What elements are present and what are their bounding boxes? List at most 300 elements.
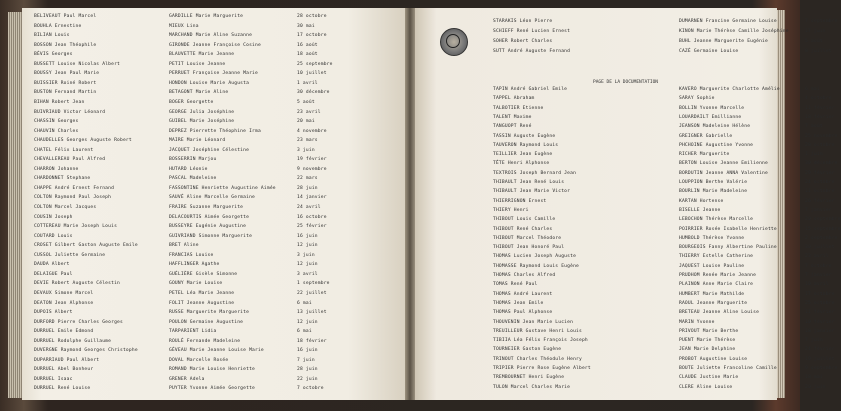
mother-name: MIEUX Lina xyxy=(169,23,199,29)
mother-name: THIERRY Estelle Catherine xyxy=(679,254,754,260)
mother-name: RUSSE Marguerite Marguerite xyxy=(169,310,250,316)
person-name: TOURNEIER Gaston Eugène xyxy=(493,347,562,353)
person-name: THIBAULT Jean René Louis xyxy=(493,180,565,185)
mother-name: BOLLIN Yvonne Marcelle xyxy=(679,105,745,111)
person-name: TULON Marcel Charles Marie xyxy=(493,384,571,390)
register-row xyxy=(493,336,823,345)
mother-name: PASCAL Madeleine xyxy=(169,176,217,182)
person-name: CHATEL Félix Laurent xyxy=(34,147,94,153)
mother-name: BORDUTIN Jeanne ANNA Valentine xyxy=(679,170,768,176)
mother-name: BRETEAU Jeanne Aline Louise xyxy=(679,310,760,316)
birth-date: 9 septembre xyxy=(805,366,838,371)
birth-date: 24 février xyxy=(805,347,835,353)
person-name: STARAKIS Léon Pierre xyxy=(493,19,553,24)
register-row xyxy=(493,234,838,243)
right-page xyxy=(415,8,841,400)
person-name: TRINOUT Charles Théodule Henry xyxy=(493,356,582,362)
person-name: CHARDONNET Stephane xyxy=(34,176,91,182)
birth-date: 7 août xyxy=(805,124,823,130)
person-name: THIERY Henri xyxy=(493,207,529,213)
register-row xyxy=(493,37,823,46)
birth-date: 23 mars xyxy=(297,138,318,144)
register-row xyxy=(34,60,404,69)
mother-name: HAFFLINGER Agathe xyxy=(169,262,220,268)
register-row xyxy=(34,127,404,136)
person-name: THOMAS Paul Alphonse xyxy=(493,310,553,316)
birth-date: 22 juin xyxy=(297,376,318,382)
birth-date: 15 septembre xyxy=(805,226,841,232)
register-row xyxy=(34,79,404,88)
register-row xyxy=(493,159,838,168)
birth-date: 20 mai xyxy=(297,119,315,125)
person-name: COUSIN Joseph xyxy=(34,214,73,220)
register-row xyxy=(34,318,404,327)
register-row xyxy=(493,85,820,94)
register-row xyxy=(493,169,835,178)
register-row xyxy=(493,280,829,289)
birth-date: 30 juillet xyxy=(805,245,835,251)
person-name: DAUDA Albert xyxy=(34,262,70,268)
birth-date: 10 avril xyxy=(805,282,829,288)
register-row xyxy=(493,215,841,224)
mother-name: MARCHAND Marie Aline Suzanne xyxy=(169,33,253,39)
person-name: THOMAS Jean Emile xyxy=(493,300,544,306)
register-row xyxy=(493,94,832,103)
mother-name: BRET Aline xyxy=(169,243,199,249)
birth-date: 16 juin xyxy=(297,233,318,239)
register-row xyxy=(493,122,823,131)
birth-date: 11 octobre xyxy=(805,189,835,195)
birth-date: 19 juillet xyxy=(805,356,835,362)
birth-date: 16 juin xyxy=(297,348,318,354)
person-name: BUISSIER Roiné Robert xyxy=(34,80,97,86)
register-row xyxy=(34,31,404,40)
mother-name: DOVAL Marcelle Rosée xyxy=(169,357,229,363)
birth-date: 17 juin xyxy=(805,29,826,34)
register-row xyxy=(34,337,404,346)
person-name: BUSSETT Louise Nicolas Albert xyxy=(34,61,121,67)
person-name: THOMAS Lucien Joseph Auguste xyxy=(493,254,577,260)
register-row xyxy=(34,69,404,78)
mother-name: GRENER Adela xyxy=(169,376,205,382)
person-name: TALBOTIER Etienne xyxy=(493,105,544,111)
register-row xyxy=(34,203,404,212)
person-name: TALENT Maxime xyxy=(493,114,532,120)
mother-name: HUMBOLD Thérèse Yvonne xyxy=(679,235,745,241)
birth-date: 26 février xyxy=(805,198,835,204)
mother-name: PRUDHOM Renée Marie Jeanne xyxy=(679,273,757,278)
person-name: TAPIN André Gabriel Emile xyxy=(493,87,568,92)
mother-name: DELACOURTIS Aimée Georgette xyxy=(169,214,250,220)
birth-date: 25 septembre xyxy=(297,61,333,67)
person-name: CUSSOL Juliette Germaine xyxy=(34,252,106,258)
register-row xyxy=(493,364,838,373)
person-name: SOHER Robert Charles xyxy=(493,39,553,44)
register-row xyxy=(34,299,404,308)
register-row xyxy=(493,271,832,280)
register-row xyxy=(493,150,823,159)
person-name: TOMAS René Paul xyxy=(493,282,538,288)
mother-name: MARIN Yvonne xyxy=(679,319,715,325)
birth-date: 28 juin xyxy=(297,185,318,191)
birth-date: 23 avril xyxy=(805,254,829,260)
birth-date: 28 juin xyxy=(297,367,318,373)
register-row xyxy=(34,279,404,288)
birth-date: 7 octobre xyxy=(297,386,324,392)
birth-date: 11 février xyxy=(805,310,835,316)
mother-name: BUSSEYRE Eugénie Augustine xyxy=(169,224,247,230)
birth-date: 30 décembre xyxy=(297,90,330,96)
register-row xyxy=(34,12,404,21)
register-row xyxy=(34,155,404,164)
person-name: THIBOUT Jean Honoré Paul xyxy=(493,245,565,251)
mother-name: BOURLIN Marie Madeleine xyxy=(679,189,748,195)
register-row xyxy=(34,384,404,393)
mother-name: GEORGE Julia Joséphine xyxy=(169,109,235,115)
register-row xyxy=(34,193,404,202)
birth-date: 18 mai xyxy=(805,375,823,381)
person-name: DURRUEL Emile Edmond xyxy=(34,329,94,335)
mother-name: BUHL Jeanne Marguerite Eugénie xyxy=(679,39,768,44)
birth-date: 5 août xyxy=(805,39,823,44)
person-name: COLTON Raymond Paul Joseph xyxy=(34,195,112,201)
person-name: THIBOUT Marcel Théodore xyxy=(493,235,562,241)
birth-date: 16 août xyxy=(297,42,318,48)
register-row xyxy=(34,365,404,374)
birth-date: 6 mai xyxy=(297,329,312,335)
register-row xyxy=(34,88,404,97)
mother-name: LEBOCHON Thérèse Marcelle xyxy=(679,217,754,223)
register-row xyxy=(34,136,404,145)
person-name: TREMBOURNET Henri Eugène xyxy=(493,375,565,381)
register-row xyxy=(493,113,835,122)
birth-date: 29 février xyxy=(805,170,835,176)
birth-date: 7 juin xyxy=(805,338,823,344)
birth-date: 11 février xyxy=(805,105,835,111)
register-row xyxy=(493,243,835,252)
person-name: BUSTON Fernand Martin xyxy=(34,90,97,96)
birth-date: 12 juin xyxy=(297,262,318,268)
person-name: THOMASSE Raymond Louis Eugène xyxy=(493,263,580,269)
birth-date: 8 juillet xyxy=(805,49,832,54)
birth-date: 2 septembre xyxy=(805,235,838,241)
birth-date: 30 décembre xyxy=(805,161,838,167)
register-row xyxy=(34,289,404,298)
left-page-edges xyxy=(8,12,22,398)
register-row xyxy=(493,355,835,364)
mother-name: HUTARD Léonie xyxy=(169,166,208,172)
birth-date: 18 février xyxy=(297,338,327,344)
register-row xyxy=(493,383,826,392)
person-name: BOSSON Jean Théophile xyxy=(34,42,97,48)
mother-name: SARAY Sophie xyxy=(679,96,715,102)
person-name: THOUVENIN Jean Marie Lucien xyxy=(493,319,574,325)
register-row xyxy=(34,50,404,59)
mother-name: GUIBEL Marie Joséphine xyxy=(169,119,235,125)
mother-name: FRANCIAS Louise xyxy=(169,252,214,258)
mother-name: PHCHOINE Augustine Yvonne xyxy=(679,142,754,148)
person-name: THIBOUT René Charles xyxy=(493,226,553,232)
birth-date: 7 janvier xyxy=(805,207,832,213)
birth-date: 16 octobre xyxy=(297,214,327,220)
person-name: DEVAUX Simone Marcel xyxy=(34,290,94,296)
birth-date: 3 juin xyxy=(297,147,315,153)
register-row xyxy=(34,41,404,50)
person-name: CHARRON Johanne xyxy=(34,166,79,172)
register-row xyxy=(493,299,835,308)
right-page-edges xyxy=(777,10,785,398)
register-row xyxy=(34,241,404,250)
birth-date: 14 janvier xyxy=(297,195,327,201)
birth-date: 28 octobre xyxy=(297,14,327,19)
register-row xyxy=(493,262,832,271)
person-name: BOUHLA Ernestine xyxy=(34,23,82,29)
birth-date: 25 novembre xyxy=(805,133,838,139)
birth-date: 17 octobre xyxy=(297,33,327,39)
birth-date: 24 avril xyxy=(297,205,321,210)
birth-date: 28 octobre xyxy=(805,142,835,148)
mother-name: BLAUVETTE Marie Jeanne xyxy=(169,52,235,58)
mother-name: CAZÉ Germaine Louise xyxy=(679,49,739,54)
register-row xyxy=(34,213,404,222)
mother-name: LOUARDAILT Emillianne xyxy=(679,114,742,120)
birth-date: 30 mai xyxy=(297,23,315,29)
person-name: DELAIGUE Paul xyxy=(34,271,73,277)
birth-date: 6 mai xyxy=(805,87,820,92)
page-stamp: PAGE DE LA DOCUMENTATION xyxy=(593,80,659,85)
register-row xyxy=(34,327,404,336)
person-name: TIBIIA Léa Félix François Joseph xyxy=(493,338,588,344)
birth-date: 13 juillet xyxy=(297,310,327,316)
mother-name: POULON Germaine Augustine xyxy=(169,319,244,325)
birth-date: 7 janvier xyxy=(805,273,832,278)
person-name: BELIVEAUT Paul Marcel xyxy=(34,14,97,19)
mother-name: JEAN Marie Delphine xyxy=(679,347,736,353)
person-name: THOMAS André Laurent xyxy=(493,291,553,297)
register-row xyxy=(493,225,841,234)
mother-name: GIRONDE Jeanne Françoise Cosine xyxy=(169,42,261,48)
person-name: THIERRIGNON Ernest xyxy=(493,198,547,204)
person-name: TEXTROIS Joseph Bernard Jean xyxy=(493,170,577,176)
person-name: COUTARD Louis xyxy=(34,233,73,239)
person-name: COLTON Marcel Jacques xyxy=(34,205,97,210)
person-name: DURFORD Pierre Charles Georges xyxy=(34,319,123,325)
register-row xyxy=(34,260,404,269)
mother-name: PUENT Marie Thérèse xyxy=(679,338,736,344)
person-name: CHEVALLEREAU Paul Alfred xyxy=(34,157,106,163)
mother-name: GARDILLE Marie Marguerite xyxy=(169,14,244,19)
mother-name: PUYTER Yvonne Aimée Georgette xyxy=(169,386,256,392)
mother-name: RICHER Marguerite xyxy=(679,152,730,158)
mother-name: BERTON Louise Jeanne Emilienne xyxy=(679,161,768,167)
mother-name: POIRRIER Rosée Isabelle Henriette xyxy=(679,226,777,232)
mother-name: RAOUL Jeanne Marguerite xyxy=(679,300,748,306)
register-row xyxy=(34,232,404,241)
mother-name: KAVERO Marguerite Charlotte Amélie xyxy=(679,87,780,92)
person-name: BOUSSY Jean Paul Marie xyxy=(34,71,100,77)
mother-name: DUMARNEN Francine Germaine Louise xyxy=(679,19,777,24)
register-row xyxy=(493,252,829,261)
mother-name: PERRUET Françoise Jeanne Marie xyxy=(169,71,258,77)
mother-name: PETIT Louise Jeanne xyxy=(169,61,226,67)
register-row xyxy=(493,290,835,299)
birth-date: 1 juin xyxy=(805,152,823,158)
register-row xyxy=(34,251,404,260)
birth-date: 1 septembre xyxy=(297,281,330,287)
mother-name: JAQUEST Louise Pauline xyxy=(679,263,745,269)
mother-name: CLERE Aline Louise xyxy=(679,384,733,390)
mother-name: ROMAND Marie Louise Henriette xyxy=(169,367,256,373)
person-name: TANGUOPT René xyxy=(493,124,532,130)
birth-date: 12 juin xyxy=(297,243,318,249)
birth-date: 7 octobre xyxy=(805,263,832,269)
register-row xyxy=(493,187,835,196)
mother-name: DEPREZ Pierrette Théophine Irma xyxy=(169,128,261,134)
birth-date: 4 octobre xyxy=(805,96,832,102)
person-name: THOMAS Charles Alfred xyxy=(493,273,556,278)
mother-name: PROBOT Augustine Louise xyxy=(679,356,748,362)
person-name: CHASSIN Georges xyxy=(34,119,79,125)
register-row xyxy=(34,308,404,317)
register-row xyxy=(34,108,404,117)
register-row xyxy=(34,117,404,126)
register-row xyxy=(493,308,835,317)
birth-date: 18 février xyxy=(805,114,835,120)
birth-date: 1 avril xyxy=(297,80,318,86)
register-row xyxy=(34,22,404,31)
birth-date: 7 septembre xyxy=(805,19,838,24)
birth-date: 12 juin xyxy=(297,319,318,325)
mother-name: ROULÉ Fernande Madeleine xyxy=(169,338,241,344)
register-row xyxy=(34,184,404,193)
mother-name: MAIRE Marie Léonard xyxy=(169,138,226,144)
mother-name: PETEL Léa Marie Jeanne xyxy=(169,290,235,296)
mother-name: BISELLE Jeanne xyxy=(679,207,721,213)
mother-name: JEANSON Madeleine Hélène xyxy=(679,124,751,130)
birth-date: 22 mars xyxy=(297,176,318,182)
register-row xyxy=(493,141,835,150)
person-name: SUTT André Auguste Fernand xyxy=(493,49,571,54)
person-name: THIBOUT Louis Camille xyxy=(493,217,556,223)
birth-date: 3 avril xyxy=(297,271,318,277)
person-name: DUPARRIAUD Paul Albert xyxy=(34,357,100,363)
birth-date: 19 février xyxy=(297,157,327,163)
person-name: CHAUVIN Charles xyxy=(34,128,79,134)
register-row xyxy=(34,174,404,183)
mother-name: FRAIRE Suzanne Marguerite xyxy=(169,205,244,210)
left-page xyxy=(22,8,406,400)
birth-date: 20 juin xyxy=(805,384,826,390)
mother-name: GREIGNER Gabrielle xyxy=(679,133,733,139)
mother-name: TARPARIENT Lidia xyxy=(169,329,217,335)
person-name: DEATON Jean Alphonse xyxy=(34,300,94,306)
register-row xyxy=(34,222,404,231)
person-name: TREUILLEUR Gustave Henri Louis xyxy=(493,328,582,334)
person-name: SCHIEFF René Lucien Ernest xyxy=(493,29,571,34)
person-name: DURRUEL René Louise xyxy=(34,386,91,392)
mother-name: GOUNY Marie Louise xyxy=(169,281,223,287)
register-row xyxy=(34,165,404,174)
register-row xyxy=(34,346,404,355)
mother-name: HUMBERT Marie Mathilde xyxy=(679,291,745,297)
person-name: TÊTE Henri Alphonse xyxy=(493,161,550,167)
person-name: DURRUEL Isaac xyxy=(34,376,73,382)
register-row xyxy=(34,375,404,384)
mother-name: GUIVRIAND Simonne Marguerite xyxy=(169,233,253,239)
mother-name: BOURGEOIS Fanny Albertine Pauline xyxy=(679,245,777,251)
register-row xyxy=(493,345,835,354)
person-name: BIHAN Robert Jean xyxy=(34,99,85,105)
mother-name: JACQUET Joséphine Célestine xyxy=(169,147,250,153)
register-row xyxy=(493,47,832,56)
official-seal-icon xyxy=(440,28,468,56)
person-name: BUIVRIAUD Victor Léonard xyxy=(34,109,106,115)
person-name: COTTEREAU Marie Joseph Louis xyxy=(34,224,118,230)
mother-name: GÉVEAU Marie Jeanne Louise Marie xyxy=(169,348,264,354)
birth-date: 25 octobre xyxy=(805,300,835,306)
person-name: CHAUDELLES Georges Auguste Robert xyxy=(34,138,132,144)
birth-date: 3 juin xyxy=(297,252,315,258)
register-row xyxy=(493,27,826,36)
person-name: DUPOIS Albert xyxy=(34,310,73,316)
mother-name: GUÉLIÈRE Gisèle Simonne xyxy=(169,271,238,277)
mother-name: PLAINON Anne Marie Claire xyxy=(679,282,754,288)
mother-name: FASSONTINE Henriette Augustine Aimée xyxy=(169,185,276,191)
birth-date: 10 juillet xyxy=(297,71,327,77)
birth-date: 18 janvier xyxy=(805,328,835,334)
register-row xyxy=(493,17,838,26)
person-name: THIBAULT Jean Marie Victor xyxy=(493,189,571,195)
register-row xyxy=(493,318,835,327)
register-row xyxy=(493,206,832,215)
birth-date: 22 juillet xyxy=(297,290,327,296)
birth-date: 5 août xyxy=(297,99,315,105)
birth-date: 25 février xyxy=(297,224,327,230)
mother-name: KARTAN Hortense xyxy=(679,198,724,204)
register-row xyxy=(493,178,835,187)
birth-date: 18 août xyxy=(297,52,318,58)
mother-name: FOLIT Jeanne Augustine xyxy=(169,300,235,306)
person-name: BÉVIS Georges xyxy=(34,52,73,58)
birth-date: 4 novembre xyxy=(297,128,327,134)
person-name: CHAPPE André Ernest Fernand xyxy=(34,185,115,191)
person-name: TAUVERON Raymond Louis xyxy=(493,142,559,148)
person-name: CROSET Gilbert Gaston Auguste Emile xyxy=(34,243,138,249)
birth-date: 24 octobre xyxy=(805,180,835,185)
mother-name: BOUTE Juliette Francoline Camille xyxy=(679,366,777,371)
person-name: TAPPEL Abraham xyxy=(493,96,535,102)
mother-name: KINON Marie Thérèse Camille Joséphine xyxy=(679,29,789,34)
register-row xyxy=(34,270,404,279)
person-name: DURRUEL Rodolphe Guillaume xyxy=(34,338,112,344)
mother-name: SAUVÉ Aline Marcelle Germaine xyxy=(169,195,256,201)
mother-name: LOUPPION Berthe Valérie xyxy=(679,180,748,185)
register-row xyxy=(493,373,823,382)
register-row xyxy=(493,327,835,336)
mother-name: PRIVOUT Marie Berthe xyxy=(679,328,739,334)
birth-date: 20 septembre xyxy=(805,217,841,223)
mother-name: BOGER Georgette xyxy=(169,99,214,105)
register-row xyxy=(493,104,835,113)
birth-date: 9 novembre xyxy=(297,166,327,172)
register-row xyxy=(493,132,838,141)
mother-name: BOSSERRIN Marjou xyxy=(169,157,217,163)
person-name: DEVIE Robert Auguste Célestin xyxy=(34,281,121,287)
person-name: TRIPIER Pierre Rose Eugène Albert xyxy=(493,366,591,371)
mother-name: CLAUDE Justine Marie xyxy=(679,375,739,381)
birth-date: 10 février xyxy=(805,319,835,325)
register-row xyxy=(34,146,404,155)
